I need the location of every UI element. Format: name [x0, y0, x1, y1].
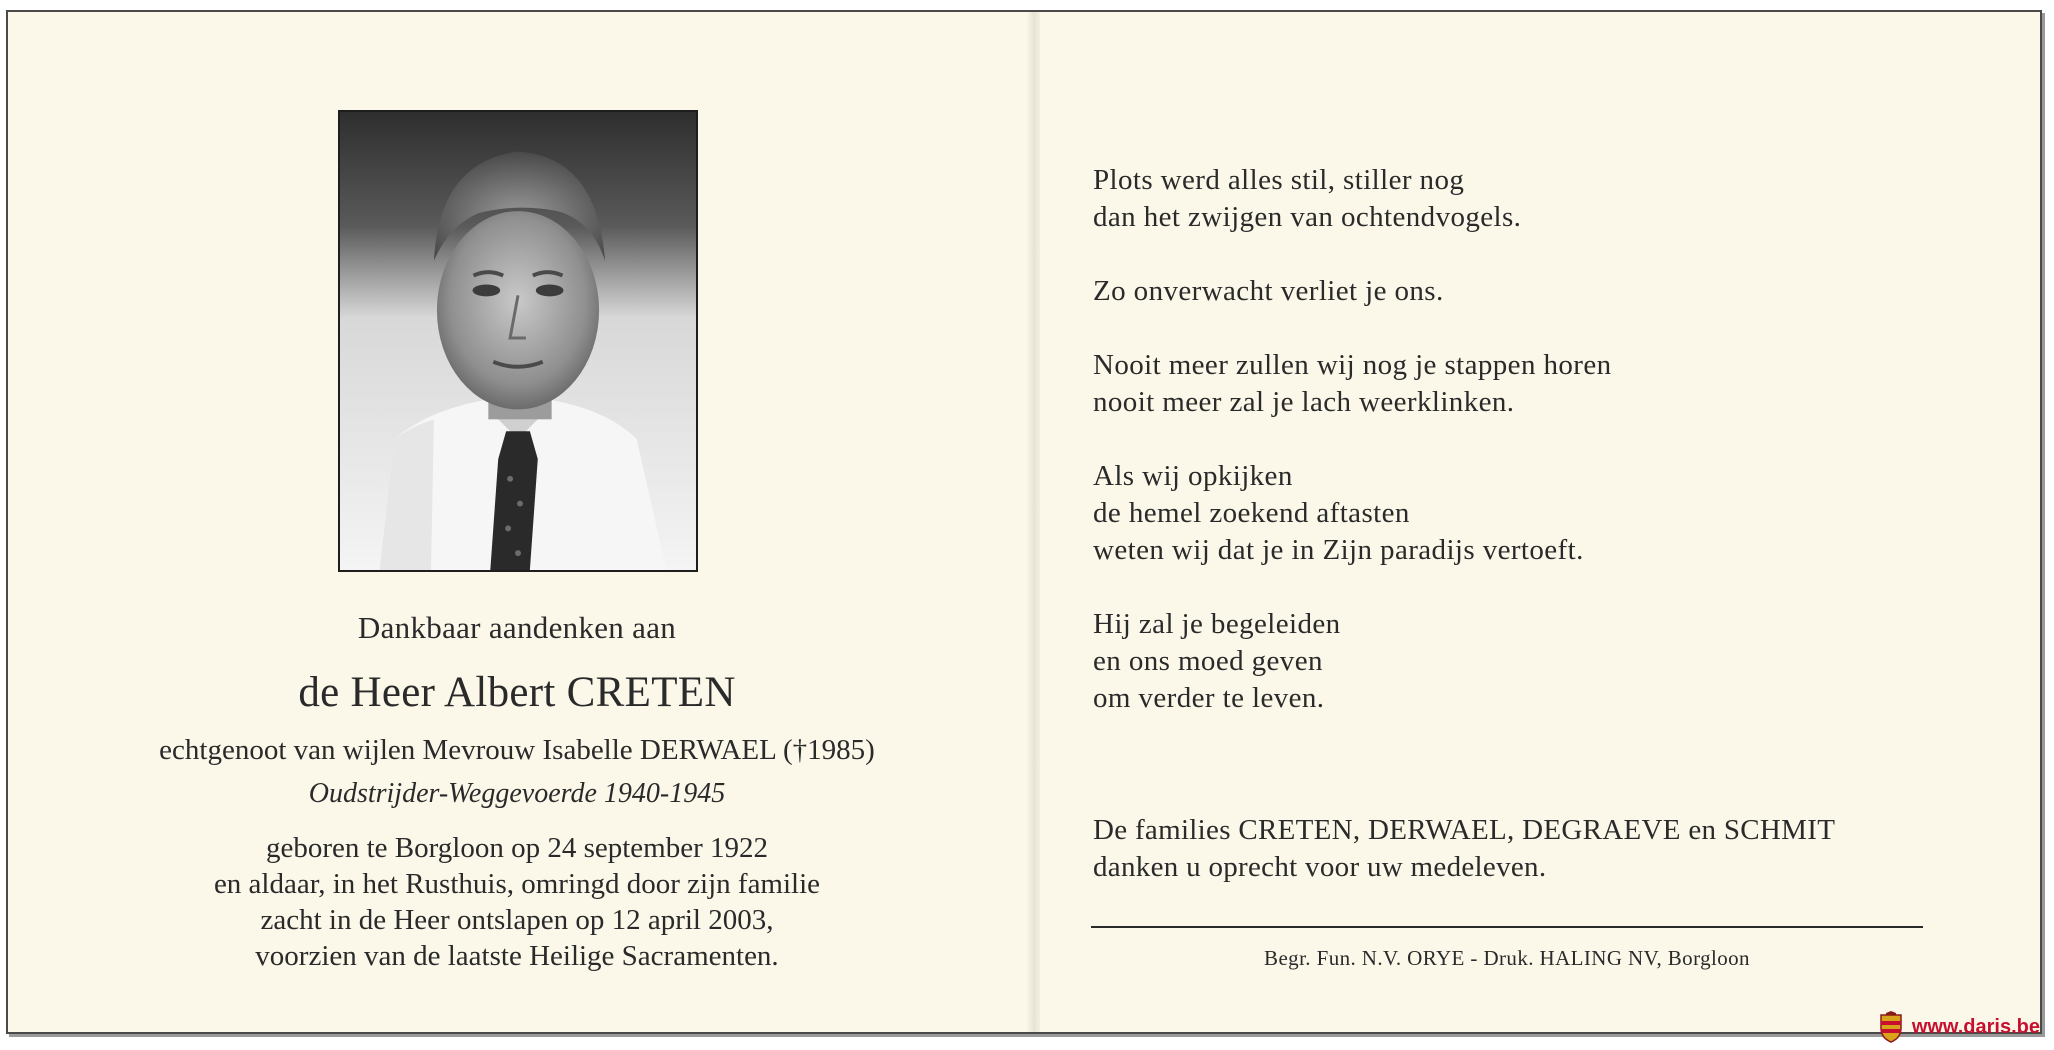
poem-stanza	[1093, 458, 1612, 569]
intro-text: Dankbaar aandenken aan	[357, 610, 677, 645]
portrait-photo	[338, 110, 698, 572]
biography-line: zacht in de Heer ontslapen op 12 april 2003,	[260, 904, 774, 936]
spouse-line: echtgenoot van wijlen Mevrouw Isabelle DERWAEL (†1985)	[159, 734, 875, 766]
poem-line: Zo onverwacht verliet je ons.	[1093, 275, 1444, 307]
thanks-line: De families CRETEN, DERWAEL, DEGRAEVE en SCHMIT	[1093, 814, 1836, 846]
poem-line: dan het zwijgen van ochtendvogels.	[1093, 201, 1522, 233]
watermark-text: www.daris.be	[1911, 1015, 2040, 1038]
memorial-card	[6, 10, 2042, 1034]
poem-line: Hij zal je begeleiden	[1093, 608, 1341, 640]
family-thanks	[1093, 812, 1835, 886]
thanks-line: danken u oprecht voor uw medeleven.	[1093, 851, 1547, 883]
poem-line: en ons moed geven	[1093, 645, 1323, 677]
veteran-line: Oudstrijder-Weggevoerde 1940-1945	[308, 778, 726, 809]
left-panel	[8, 12, 1026, 1032]
poem-stanza	[1093, 347, 1612, 421]
poem-stanza	[1093, 606, 1612, 717]
poem-line: om verder te leven.	[1093, 682, 1325, 714]
biography-line: en aldaar, in het Rusthuis, omringd door zijn familie	[213, 868, 821, 900]
biography-line: geboren te Borgloon op 24 september 1922	[265, 832, 769, 864]
poem	[1093, 162, 1612, 754]
crest-icon	[1878, 1011, 1904, 1043]
biography-line: voorzien van de laatste Heilige Sacramenten.	[255, 940, 779, 972]
poem-line: weten wij dat je in Zijn paradijs vertoeft.	[1093, 534, 1584, 566]
divider-line	[1091, 926, 1923, 928]
poem-line: Als wij opkijken	[1093, 460, 1293, 492]
poem-stanza	[1093, 273, 1612, 310]
poem-line: nooit meer zal je lach weerklinken.	[1093, 386, 1515, 418]
printer-credit: Begr. Fun. N.V. ORYE - Druk. HALING NV, Borgloon	[1264, 946, 1750, 970]
watermark	[1878, 1010, 2040, 1044]
poem-line: de hemel zoekend aftasten	[1093, 497, 1410, 529]
poem-stanza	[1093, 162, 1612, 236]
biography	[8, 830, 1026, 974]
poem-line: Plots werd alles stil, stiller nog	[1093, 164, 1465, 196]
deceased-name: de Heer Albert CRETEN	[298, 669, 736, 716]
card-fold	[1026, 12, 1040, 1032]
poem-line: Nooit meer zullen wij nog je stappen horen	[1093, 349, 1612, 381]
portrait-image	[340, 112, 696, 570]
